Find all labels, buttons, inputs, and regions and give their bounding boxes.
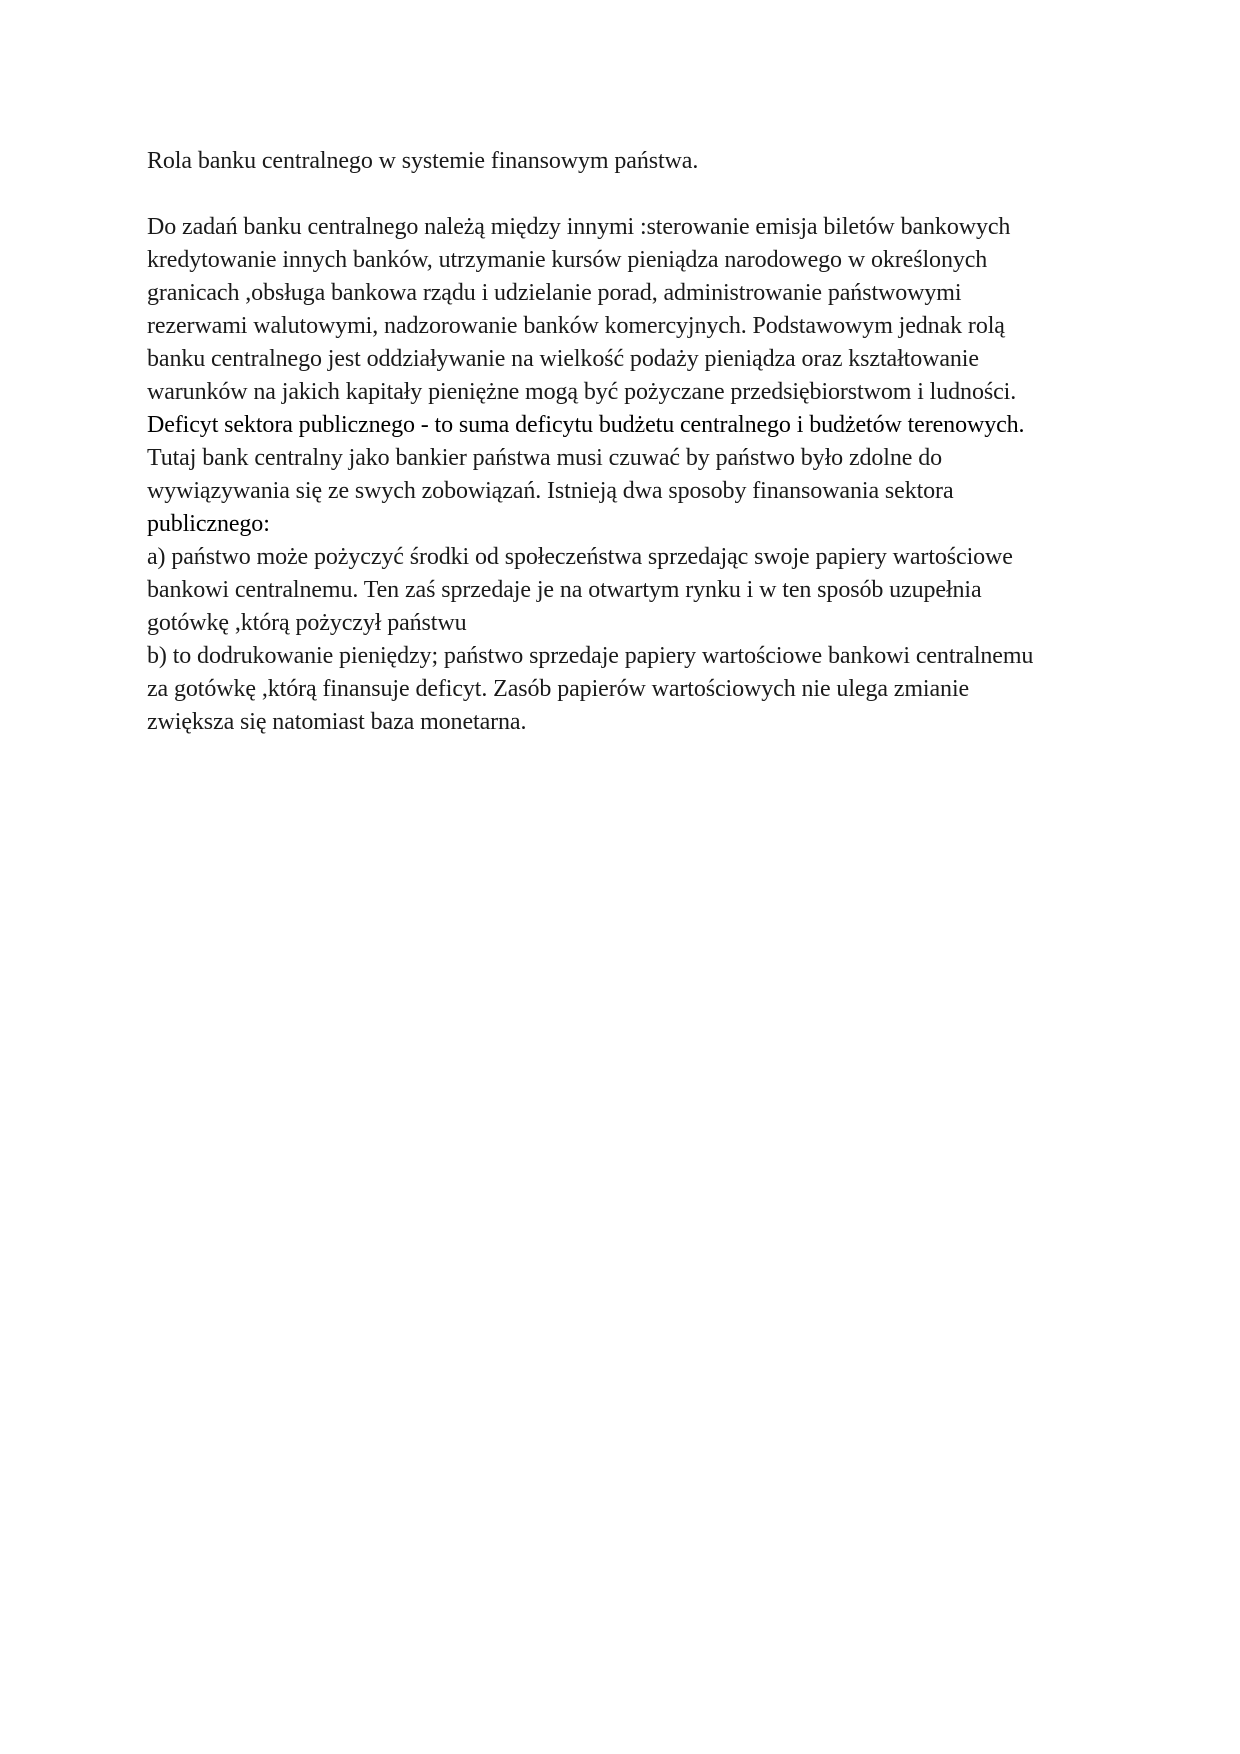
text-line: Do zadań banku centralnego należą między innymi :sterowanie emisja biletów bankowych: [147, 214, 1011, 240]
text-line: gotówkę ,którą pożyczył państwu: [147, 610, 467, 636]
text-line: rezerwami walutowymi, nadzorowanie banków komercyjnych. Podstawowym jednak rolą: [147, 313, 1005, 339]
text-line: banku centralnego jest oddziaływanie na wielkość podaży pieniądza oraz kształtowanie: [147, 346, 979, 372]
document-title: Rola banku centralnego w systemie finansowym państwa.: [147, 148, 699, 174]
text-line: b) to dodrukowanie pieniędzy; państwo sprzedaje papiery wartościowe bankowi centralnemu: [147, 643, 1034, 669]
text-line: zwiększa się natomiast baza monetarna.: [147, 709, 527, 735]
text-line: Deficyt sektora publicznego - to suma deficytu budżetu centralnego i budżetów terenowych.: [147, 412, 1025, 438]
text-line: bankowi centralnemu. Ten zaś sprzedaje je na otwartym rynku i w ten sposób uzupełnia: [147, 577, 982, 603]
text-line: a) państwo może pożyczyć środki od społeczeństwa sprzedając swoje papiery wartościowe: [147, 544, 1013, 570]
document-paragraph: [147, 211, 1107, 739]
text-line: publicznego:: [147, 511, 270, 537]
text-line: za gotówkę ,którą finansuje deficyt. Zasób papierów wartościowych nie ulega zmianie: [147, 676, 970, 702]
text-line: wywiązywania się ze swych zobowiązań. Istnieją dwa sposoby finansowania sektora: [147, 478, 954, 504]
text-line: kredytowanie innych banków, utrzymanie kursów pieniądza narodowego w określonych: [147, 247, 988, 273]
text-line: warunków na jakich kapitały pieniężne mogą być pożyczane przedsiębiorstwom i ludności.: [147, 379, 1017, 405]
document-body: [147, 145, 1107, 739]
text-line: Tutaj bank centralny jako bankier państwa musi czuwać by państwo było zdolne do: [147, 445, 943, 471]
text-line: granicach ,obsługa bankowa rządu i udzielanie porad, administrowanie państwowymi: [147, 280, 962, 306]
